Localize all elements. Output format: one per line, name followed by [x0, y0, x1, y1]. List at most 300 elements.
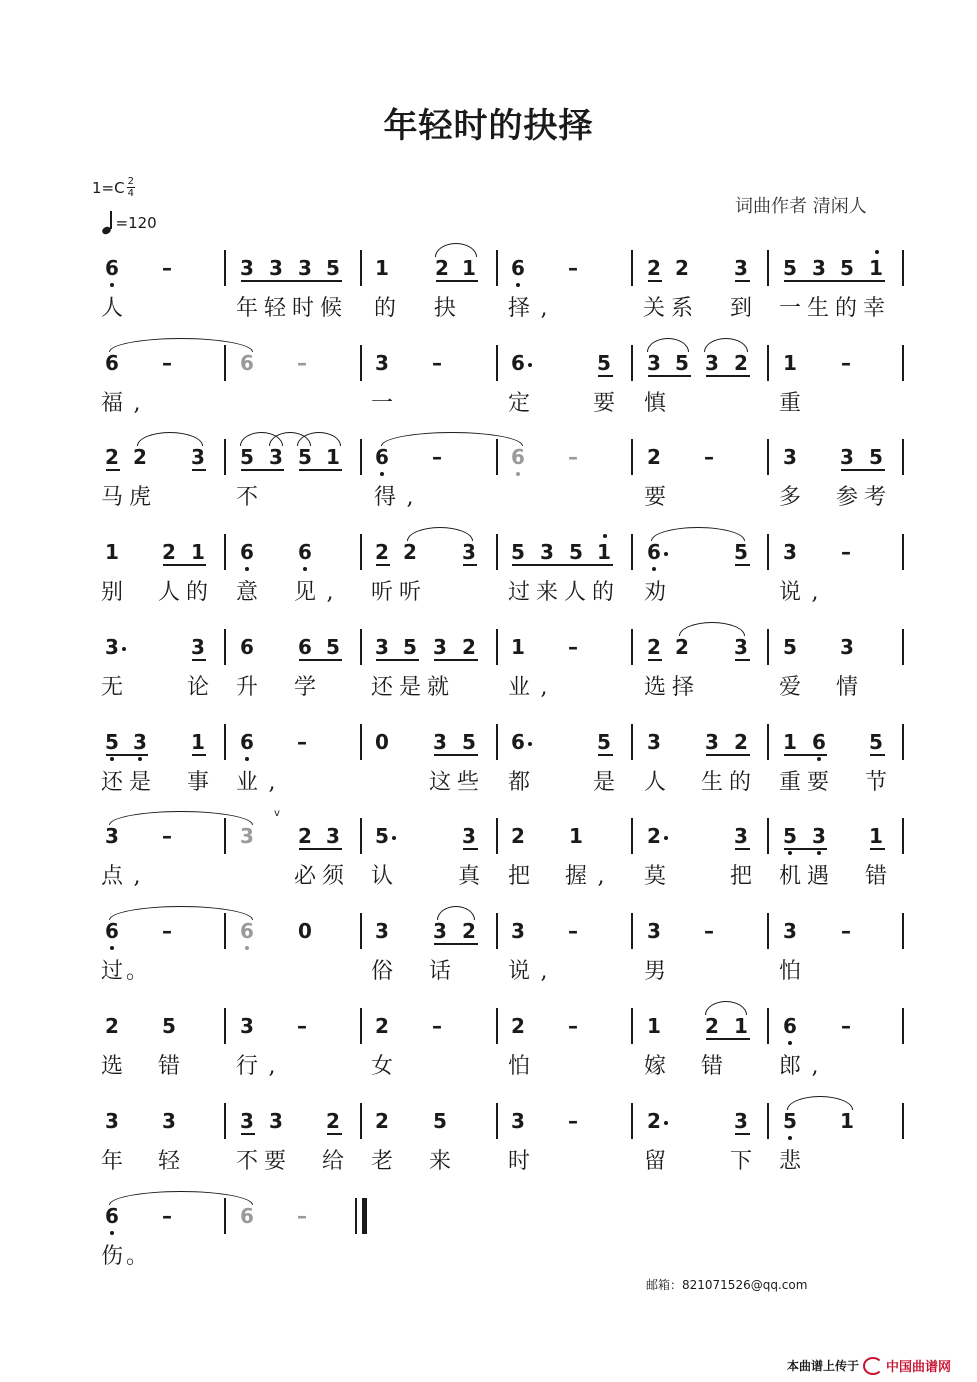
barline: [631, 724, 633, 760]
lyric-char: 真: [457, 864, 480, 889]
barline: [360, 724, 362, 760]
barline: [224, 250, 226, 286]
eighth-underline: [784, 280, 885, 282]
note-digit: 2: [734, 351, 748, 375]
note-digit: 3: [375, 351, 389, 375]
note-digit: 6: [240, 919, 254, 943]
note-digit: 3: [375, 919, 389, 943]
lyric-char: 就: [426, 675, 449, 700]
lyric-char: 生: [700, 770, 723, 795]
key-label: 1=C: [92, 178, 125, 197]
barline: [360, 1008, 362, 1044]
lyric-char: 把: [729, 864, 752, 889]
note-digit: 2: [675, 256, 689, 280]
lyric-punct: ,: [811, 1054, 819, 1079]
lyric-char: 是: [398, 675, 421, 700]
lyric-punct: ,: [406, 485, 414, 510]
site-logo[interactable]: [863, 1356, 951, 1375]
lyric-char: 情: [835, 675, 858, 700]
lyric-char: 人: [563, 580, 586, 605]
note-digit: 2: [462, 635, 476, 659]
lyric-char: 留: [643, 1149, 666, 1174]
barline: [767, 345, 769, 381]
lyric-char: 多: [778, 485, 801, 510]
dash-extension: –: [162, 256, 172, 280]
barline: [360, 250, 362, 286]
lyric-char: 年: [235, 296, 258, 321]
lyric-char: 无: [100, 675, 123, 700]
note-digit: 1: [783, 730, 797, 754]
lyric-char: 得: [373, 485, 396, 510]
lyric-char: 女: [370, 1054, 393, 1079]
barline: [496, 1008, 498, 1044]
dash-extension: –: [432, 1014, 442, 1038]
eighth-underline: [299, 659, 342, 661]
note-digit: 3: [734, 824, 748, 848]
site-name: 中国曲谱网: [886, 1360, 952, 1375]
lyric-char: 年: [100, 1149, 123, 1174]
barline: [902, 913, 904, 949]
lower-octave-dot: [788, 851, 792, 855]
note-digit: 1: [326, 445, 340, 469]
upload-credit: [787, 1356, 951, 1375]
lyric-char: 人: [643, 770, 666, 795]
barline: [224, 818, 226, 854]
note-digit: 6: [240, 351, 254, 375]
eighth-underline: [512, 564, 613, 566]
barline: [496, 629, 498, 665]
lyric-punct: ,: [268, 1054, 276, 1079]
barline: [496, 1103, 498, 1139]
note-digit: 2: [403, 540, 417, 564]
note-digit: 3: [647, 919, 661, 943]
note-digit: 3: [269, 1109, 283, 1133]
note-digit: 1: [105, 540, 119, 564]
barline: [631, 534, 633, 570]
lyric-char: 嫁: [643, 1054, 666, 1079]
tie-slur: [109, 811, 253, 825]
lyric-char: 错: [864, 864, 887, 889]
lyric-char: 不: [235, 1149, 258, 1174]
lyric-char: 人: [100, 296, 123, 321]
lyric-char: 的: [373, 296, 396, 321]
lyric-char: 些: [456, 770, 479, 795]
eighth-underline: [327, 1133, 342, 1135]
lyric-char: 老: [370, 1149, 393, 1174]
note-digit: 3: [840, 635, 854, 659]
lyric-char: 还: [370, 675, 393, 700]
note-digit: 1: [597, 540, 611, 564]
tie-slur: [137, 432, 203, 446]
tie-slur: [437, 906, 475, 920]
note-digit: 5: [597, 730, 611, 754]
eighth-underline: [598, 375, 613, 377]
barline: [496, 724, 498, 760]
lower-octave-dot: [516, 283, 520, 287]
tie-slur: [109, 1191, 253, 1205]
note-digit: 3: [269, 256, 283, 280]
note-digit: 3: [162, 1109, 176, 1133]
note-digit: 2: [435, 256, 449, 280]
note-digit: 5: [597, 351, 611, 375]
dash-extension: –: [568, 635, 578, 659]
note-digit: 1: [734, 1014, 748, 1038]
eighth-underline: [163, 564, 206, 566]
lower-octave-dot: [110, 283, 114, 287]
lower-octave-dot: [817, 757, 821, 761]
eighth-underline: [299, 848, 342, 850]
lyric-char: 定: [507, 391, 530, 416]
lower-octave-dot: [380, 472, 384, 476]
note-digit: 5: [511, 540, 525, 564]
lower-octave-dot: [788, 1136, 792, 1140]
lyric-punct: ,: [540, 959, 548, 984]
note-digit: 3: [783, 445, 797, 469]
eighth-underline: [598, 754, 613, 756]
note-digit: 1: [511, 635, 525, 659]
note-digit: 0: [298, 919, 312, 943]
dash-extension: –: [704, 445, 714, 469]
lyric-char: 意: [235, 580, 258, 605]
note-digit: 2: [375, 1109, 389, 1133]
note-digit: 3: [462, 540, 476, 564]
eighth-underline: [434, 659, 478, 661]
lyric-char: 择: [507, 296, 530, 321]
note-digit: 2: [647, 1109, 661, 1133]
eighth-underline: [784, 848, 827, 850]
note-digit: 6: [105, 1204, 119, 1228]
note-digit: 6: [783, 1014, 797, 1038]
barline: [902, 818, 904, 854]
note-digit: 6: [511, 730, 525, 754]
lyric-char: 来: [428, 1149, 451, 1174]
lyric-char: 轻: [157, 1149, 180, 1174]
barline: [224, 439, 226, 475]
lyric-char: 重: [778, 770, 801, 795]
lyric-char: 听: [398, 580, 421, 605]
lyric-char: 要: [592, 391, 615, 416]
lyric-char: 一: [778, 296, 801, 321]
note-digit: 3: [105, 1109, 119, 1133]
tie-slur: [787, 1096, 853, 1110]
note-digit: 3: [433, 635, 447, 659]
lyric-char: 要: [806, 770, 829, 795]
lyric-char: 错: [157, 1054, 180, 1079]
lyric-char: 节: [864, 770, 887, 795]
barline: [631, 345, 633, 381]
lower-octave-dot: [303, 567, 307, 571]
dash-extension: –: [568, 256, 578, 280]
barline: [360, 629, 362, 665]
lyric-char: 抉: [433, 296, 456, 321]
note-digit: 2: [298, 824, 312, 848]
lyric-char: 过: [100, 959, 123, 984]
note-digit: 3: [240, 1014, 254, 1038]
note-digit: 3: [462, 824, 476, 848]
note-digit: 2: [511, 1014, 525, 1038]
note-digit: 5: [105, 730, 119, 754]
note-digit: 2: [675, 635, 689, 659]
tie-slur: [381, 432, 523, 446]
note-digit: 6: [375, 445, 389, 469]
note-digit: 5: [783, 256, 797, 280]
time-signature-top: 2: [127, 176, 134, 187]
note-digit: 3: [240, 824, 254, 848]
upper-octave-dot: [875, 250, 879, 254]
lyric-char: 马: [100, 485, 123, 510]
note-digit: 1: [569, 824, 583, 848]
barline: [902, 724, 904, 760]
lyric-char: 不: [235, 485, 258, 510]
note-digit: 1: [462, 256, 476, 280]
dash-extension: –: [162, 824, 172, 848]
note-digit: 5: [675, 351, 689, 375]
dash-extension: –: [162, 1204, 172, 1228]
note-digit: 0: [375, 730, 389, 754]
eighth-underline: [376, 564, 390, 566]
note-digit: 3: [540, 540, 554, 564]
lyric-char: 劝: [643, 580, 666, 605]
lyric-char: 莫: [643, 864, 666, 889]
lyric-char: 别: [100, 580, 123, 605]
tie-slur: [679, 622, 745, 636]
lyric-char: 要: [263, 1149, 286, 1174]
note-digit: 3: [240, 256, 254, 280]
lower-octave-dot: [788, 1041, 792, 1045]
barline: [902, 1008, 904, 1044]
eighth-underline: [648, 659, 662, 661]
barline: [224, 1103, 226, 1139]
note-digit: 6: [511, 445, 525, 469]
lyric-char: 怕: [507, 1054, 530, 1079]
note-digit: 2: [133, 445, 147, 469]
lyric-punct: ,: [268, 770, 276, 795]
lyric-char: 时: [291, 296, 314, 321]
note-digit: 3: [326, 824, 340, 848]
note-digit: 5: [433, 1109, 447, 1133]
barline: [360, 345, 362, 381]
note-digit: 5: [403, 635, 417, 659]
dash-extension: –: [704, 919, 714, 943]
dash-extension: –: [568, 1014, 578, 1038]
note-digit: 3: [812, 256, 826, 280]
lyric-char: 还: [100, 770, 123, 795]
lyric-char: 握: [564, 864, 587, 889]
barline: [902, 629, 904, 665]
lower-octave-dot: [245, 567, 249, 571]
barline: [902, 345, 904, 381]
note-digit: 5: [783, 1109, 797, 1133]
lyric-char: 爱: [778, 675, 801, 700]
lyric-char: 幸: [862, 296, 885, 321]
lyric-char: 说: [507, 959, 530, 984]
tie-slur: [647, 338, 689, 352]
upper-octave-dot: [603, 534, 607, 538]
eighth-underline: [735, 659, 750, 661]
lyric-char: 话: [428, 959, 451, 984]
song-title: 年轻时的抉择: [383, 106, 594, 146]
dash-extension: –: [568, 445, 578, 469]
barline: [360, 439, 362, 475]
barline: [360, 913, 362, 949]
lyric-char: 生: [806, 296, 829, 321]
note-digit: 2: [705, 1014, 719, 1038]
note-digit: 3: [375, 635, 389, 659]
note-digit: 3: [734, 635, 748, 659]
note-digit: 3: [647, 730, 661, 754]
barline: [496, 913, 498, 949]
note-digit: 2: [647, 256, 661, 280]
barline: [631, 439, 633, 475]
note-digit: 1: [783, 351, 797, 375]
lower-octave-dot: [516, 472, 520, 476]
note-digit: 5: [783, 635, 797, 659]
lyric-char: 关: [642, 296, 665, 321]
barline: [360, 1103, 362, 1139]
barline: [224, 534, 226, 570]
barline: [631, 913, 633, 949]
note-digit: 3: [433, 730, 447, 754]
barline: [360, 818, 362, 854]
final-barline-thick: [362, 1198, 367, 1234]
barline: [767, 724, 769, 760]
lower-octave-dot: [652, 567, 656, 571]
eighth-underline: [241, 280, 342, 282]
note-digit: 5: [783, 824, 797, 848]
eighth-underline: [299, 469, 342, 471]
tempo-value: =120: [115, 214, 157, 232]
note-digit: 3: [105, 635, 119, 659]
eighth-underline: [192, 469, 206, 471]
lyric-char: 给: [321, 1149, 344, 1174]
eighth-underline: [241, 1133, 255, 1135]
note-digit: 5: [734, 540, 748, 564]
lyric-char: 男: [643, 959, 666, 984]
augmentation-dot: [664, 552, 668, 556]
barline: [902, 250, 904, 286]
lyric-char: 把: [507, 864, 530, 889]
lyric-char: 伤: [100, 1244, 123, 1269]
barline: [224, 913, 226, 949]
note-digit: 6: [511, 351, 525, 375]
barline: [767, 1103, 769, 1139]
lyric-char: 郎: [778, 1054, 801, 1079]
note-digit: 3: [705, 730, 719, 754]
tie-slur: [109, 906, 253, 920]
note-digit: 1: [869, 256, 883, 280]
lyric-char: 福: [100, 391, 123, 416]
note-digit: 3: [812, 824, 826, 848]
dash-extension: –: [297, 730, 307, 754]
dash-extension: –: [841, 919, 851, 943]
note-digit: 2: [375, 540, 389, 564]
barline: [767, 534, 769, 570]
lyric-char: 选: [643, 675, 666, 700]
eighth-underline: [648, 375, 691, 377]
note-digit: 6: [298, 540, 312, 564]
barline: [902, 439, 904, 475]
barline: [767, 629, 769, 665]
barline: [902, 1103, 904, 1139]
note-digit: 5: [326, 635, 340, 659]
barline: [767, 1008, 769, 1044]
lyric-char: 这: [428, 770, 451, 795]
note-digit: 2: [734, 730, 748, 754]
lyric-char: 到: [729, 296, 752, 321]
lyric-punct: 。: [125, 959, 148, 984]
note-digit: 1: [375, 256, 389, 280]
note-digit: 3: [298, 256, 312, 280]
lyric-char: 时: [507, 1149, 530, 1174]
barline: [224, 629, 226, 665]
note-digit: 3: [734, 1109, 748, 1133]
lyric-char: 系: [670, 296, 693, 321]
time-signature-bottom: 4: [127, 188, 134, 199]
lower-octave-dot: [245, 757, 249, 761]
lyric-punct: ,: [540, 675, 548, 700]
barline: [496, 534, 498, 570]
note-digit: 3: [647, 351, 661, 375]
lyric-char: 下: [729, 1149, 752, 1174]
note-digit: 1: [869, 824, 883, 848]
note-digit: 1: [647, 1014, 661, 1038]
lyric-char: 来: [535, 580, 558, 605]
tie-slur: [109, 338, 253, 352]
lyric-punct: ,: [597, 864, 605, 889]
lyric-char: 过: [507, 580, 530, 605]
dash-extension: –: [841, 540, 851, 564]
eighth-underline: [841, 469, 885, 471]
barline: [767, 439, 769, 475]
eighth-underline: [706, 1038, 750, 1040]
eighth-underline: [735, 848, 750, 850]
lyric-char: 须: [321, 864, 344, 889]
lyric-char: 俗: [370, 959, 393, 984]
lyric-char: 听: [370, 580, 393, 605]
eighth-underline: [106, 754, 148, 756]
augmentation-dot: [664, 836, 668, 840]
note-digit: 6: [105, 351, 119, 375]
note-digit: 3: [133, 730, 147, 754]
note-digit: 6: [511, 256, 525, 280]
lyric-char: 必: [293, 864, 316, 889]
lyric-char: 要: [643, 485, 666, 510]
eighth-underline: [434, 754, 478, 756]
note-digit: 2: [162, 540, 176, 564]
note-digit: 3: [511, 919, 525, 943]
note-digit: 3: [783, 540, 797, 564]
eighth-underline: [463, 848, 478, 850]
eighth-underline: [241, 469, 284, 471]
barline: [496, 818, 498, 854]
dash-extension: –: [841, 351, 851, 375]
tie-slur: [435, 243, 477, 257]
note-digit: 2: [647, 824, 661, 848]
note-digit: 6: [240, 730, 254, 754]
note-digit: 1: [191, 540, 205, 564]
note-digit: 3: [191, 445, 205, 469]
lyric-char: 业: [235, 770, 258, 795]
lyric-char: 重: [778, 391, 801, 416]
upload-label: 本曲谱上传于: [787, 1359, 860, 1373]
note-digit: 2: [375, 1014, 389, 1038]
lyric-punct: ,: [133, 391, 141, 416]
note-digit: 1: [840, 1109, 854, 1133]
note-digit: 3: [840, 445, 854, 469]
lyric-char: 的: [728, 770, 751, 795]
note-digit: 6: [240, 635, 254, 659]
note-digit: 5: [240, 445, 254, 469]
